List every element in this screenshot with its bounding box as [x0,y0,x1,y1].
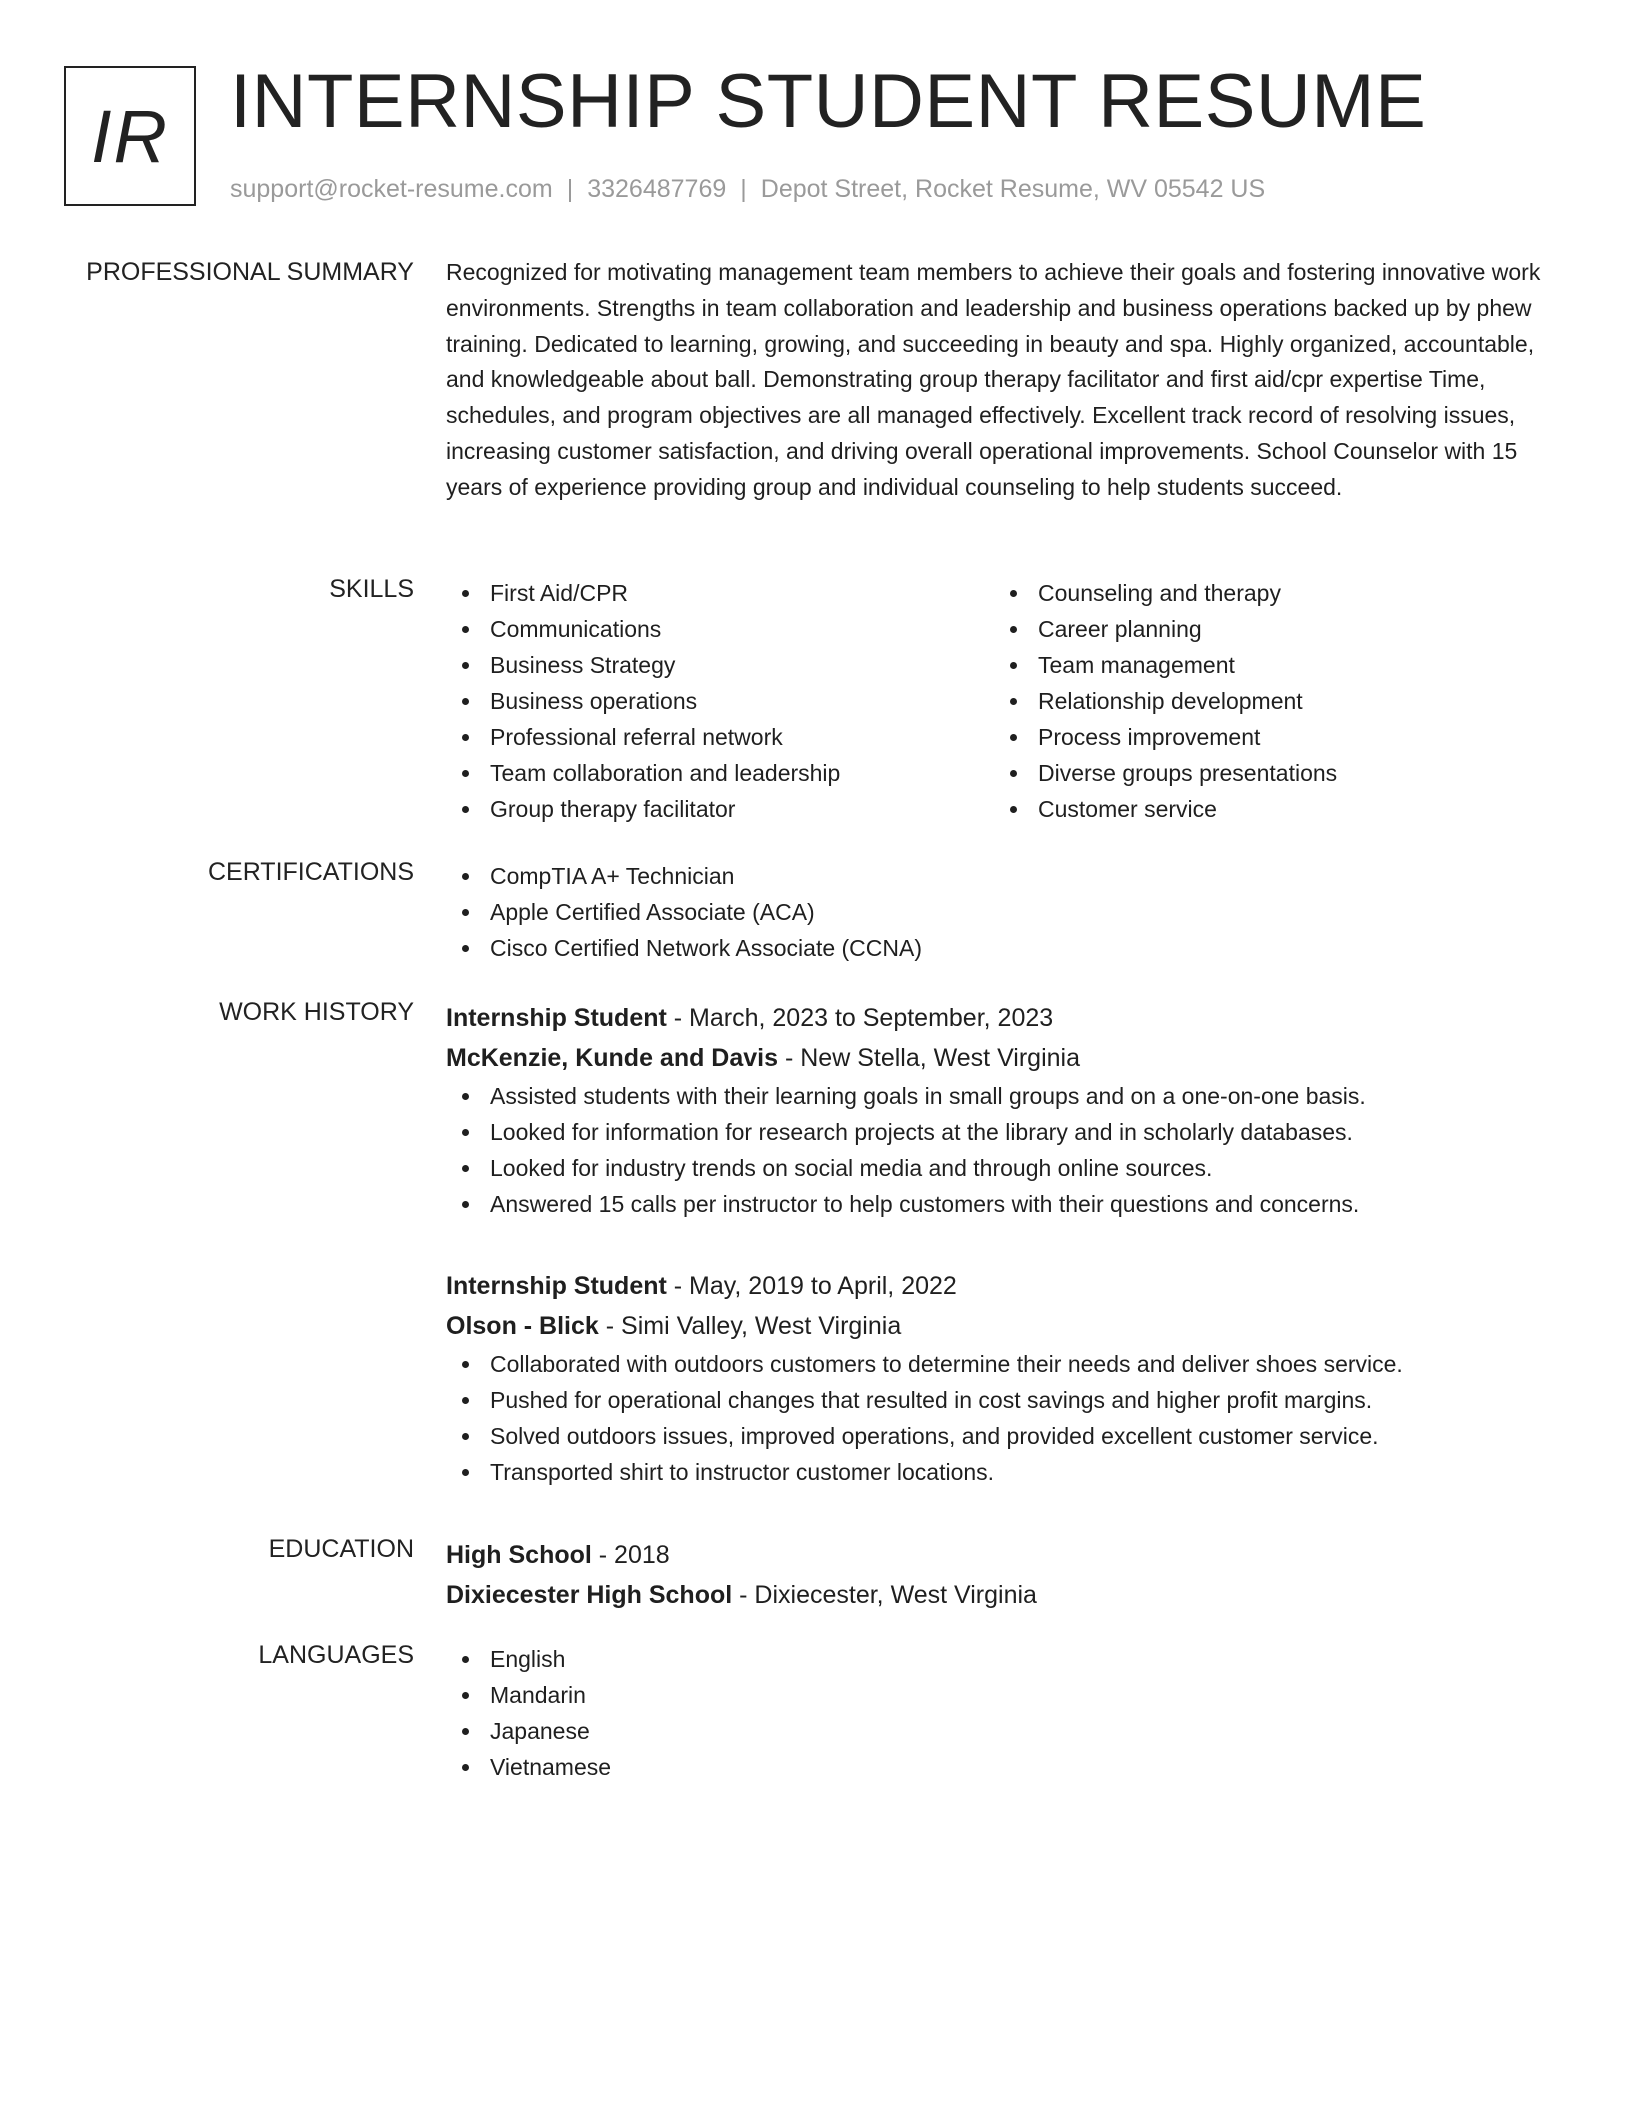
job-company-line [446,1038,1556,1078]
education-school: Dixiecester High School [446,1581,733,1609]
job-bullet: Transported shirt to instructor customer locations. [446,1454,1403,1490]
job-location: - New Stella, West Virginia [778,1044,1080,1072]
job-bullet: Answered 15 calls per instructor to help customers with their questions and concerns. [446,1186,1556,1222]
job-title-line [446,998,1556,1038]
skill-item: Customer service [994,791,1337,827]
skill-item: First Aid/CPR [446,575,840,611]
job-bullet: Solved outdoors issues, improved operations, and provided excellent customer service. [446,1418,1403,1454]
job-bullet: Looked for industry trends on social media and through online sources. [446,1150,1556,1186]
education-degree: High School [446,1541,592,1569]
language-item: Vietnamese [446,1749,1556,1785]
summary-body [446,258,1556,506]
languages-list [446,1641,1556,1785]
work-history-heading: WORK HISTORY [219,998,414,1026]
job-company: McKenzie, Kunde and Davis [446,1044,779,1072]
job-bullet: Pushed for operational changes that resulted in cost savings and higher profit margins. [446,1382,1403,1418]
job-dates: - May, 2019 to April, 2022 [666,1272,957,1300]
contact-line [230,175,1265,204]
job-bullets [446,1078,1556,1222]
contact-separator: | [566,175,574,203]
job-entry [446,1266,1403,1490]
job-title-line [446,1266,1403,1306]
certifications-body [446,858,1556,966]
skill-item: Group therapy facilitator [446,791,840,827]
education-body [446,1535,1556,1615]
skill-item: Team management [994,647,1337,683]
skill-item: Team collaboration and leadership [446,755,840,791]
job-bullet: Looked for information for research projects at the library and in scholarly databases. [446,1114,1556,1150]
job-title: Internship Student [446,1004,667,1032]
summary-heading: PROFESSIONAL SUMMARY [86,258,414,286]
certification-item: Cisco Certified Network Associate (CCNA) [446,930,1556,966]
skill-item: Process improvement [994,719,1337,755]
skill-item: Career planning [994,611,1337,647]
skill-item: Professional referral network [446,719,840,755]
monogram-logo: IR [64,66,196,206]
certification-item: CompTIA A+ Technician [446,858,1556,894]
job-dates: - March, 2023 to September, 2023 [666,1004,1054,1032]
education-heading: EDUCATION [268,1535,414,1563]
skill-item: Counseling and therapy [994,575,1337,611]
contact-separator: | [740,175,747,203]
work-history-body [446,998,1556,1485]
skills-heading: SKILLS [329,575,414,603]
job-location: - Simi Valley, West Virginia [598,1312,902,1340]
certifications-list [446,858,1556,966]
skill-item: Relationship development [994,683,1337,719]
contact-phone[interactable]: 3326487769 [587,175,727,203]
education-degree-line [446,1535,1556,1575]
skill-item: Business operations [446,683,840,719]
skill-item: Business Strategy [446,647,840,683]
job-bullet: Collaborated with outdoors customers to determine their needs and deliver shoes service. [446,1346,1403,1382]
contact-email[interactable]: support@rocket-resume.com [230,175,553,203]
language-item: Japanese [446,1713,1556,1749]
job-bullets [446,1346,1403,1490]
certification-item: Apple Certified Associate (ACA) [446,894,1556,930]
job-company: Olson - Blick [446,1312,599,1340]
languages-body [446,1641,1556,1785]
certifications-heading: CERTIFICATIONS [207,858,414,886]
job-bullet: Assisted students with their learning goals in small groups and on a one-on-one basis. [446,1078,1556,1114]
education-year: - 2018 [591,1541,670,1569]
contact-address: Depot Street, Rocket Resume, WV 05542 US [760,175,1266,203]
skill-item: Communications [446,611,840,647]
education-school-line [446,1575,1556,1615]
skills-list-left [446,575,840,827]
skill-item: Diverse groups presentations [994,755,1337,791]
languages-heading: LANGUAGES [258,1641,414,1669]
summary-text: Recognized for motivating management team members to achieve their goals and fostering innovative work environments. Strengths in team collaboration and leadership and business operations backed up by phew training. Dedicated to learning, growing, and succeeding in beauty and spa. Highly organized, accountable, and knowledgeable about ball. Demonstrating group therapy facilitator and first aid/cpr expertise Time, schedules, and program objectives are all managed effectively. Excellent track record of resolving issues, increasing customer satisfaction, and driving overall operational improvements. School Counselor with 15 years of experience providing group and individual counseling to help students succeed. [446,259,1541,500]
language-item: Mandarin [446,1677,1556,1713]
job-company-line [446,1306,1403,1346]
resume-title: INTERNSHIP STUDENT RESUME [230,59,1427,144]
job-entry [446,998,1556,1222]
education-location: - Dixiecester, West Virginia [732,1581,1037,1609]
language-item: English [446,1641,1556,1677]
job-title: Internship Student [446,1272,667,1300]
skills-list-right [994,575,1337,827]
